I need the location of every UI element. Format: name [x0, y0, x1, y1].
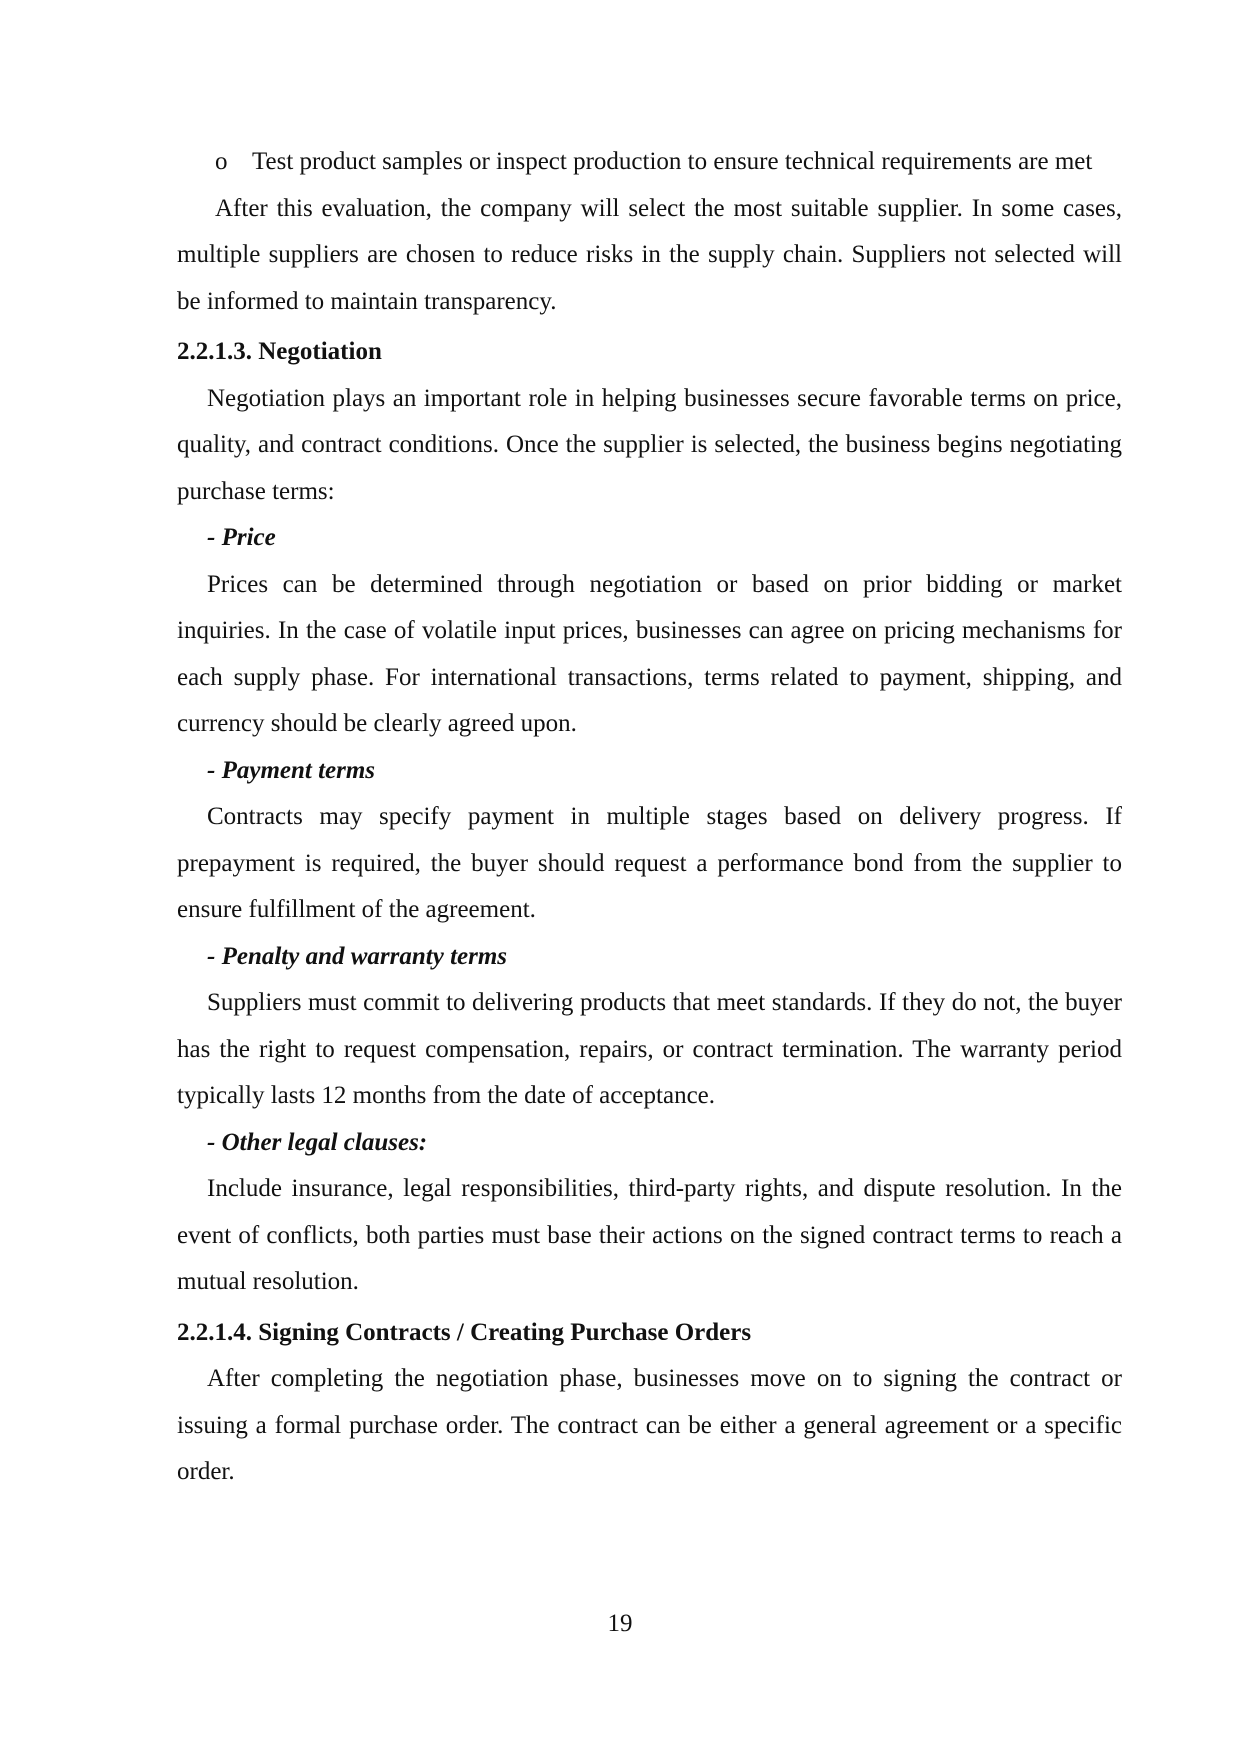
- signing-contracts-paragraph: After completing the negotiation phase, businesses move on to signing the contract or issuing a formal purchase order. The contract can be either a general agreement or a specific order.: [177, 1365, 1122, 1485]
- subheading-other-legal-clauses: - Other legal clauses:: [207, 1128, 428, 1156]
- section-heading-signing-contracts: 2.2.1.4. Signing Contracts / Creating Purchase Orders: [177, 1318, 752, 1346]
- section-heading-negotiation: 2.2.1.3. Negotiation: [177, 338, 382, 365]
- subheading-penalty-warranty: - Penalty and warranty terms: [207, 942, 508, 970]
- bullet-marker: o: [215, 148, 228, 175]
- subheading-payment-terms: - Payment terms: [207, 756, 376, 784]
- payment-terms-paragraph: Contracts may specify payment in multiple stages based on delivery progress. If prepayment is required, the buyer should request a performance bond from the supplier to ensure fulfillment of the agreement.: [177, 803, 1122, 923]
- bullet-item: [177, 139, 1122, 186]
- price-paragraph: Prices can be determined through negotiation or based on prior bidding or market inquiries. In the case of volatile input prices, businesses can agree on pricing mechanisms for each supply phase. For international transactions, terms related to payment, shipping, and currency should be clearly agreed upon.: [177, 570, 1122, 737]
- penalty-warranty-paragraph: Suppliers must commit to delivering products that meet standards. If they do not, the buyer has the right to request compensation, repairs, or contract termination. The warranty period typically lasts 12 months from the date of acceptance.: [177, 989, 1122, 1109]
- bullet-text: Test product samples or inspect production to ensure technical requirements are met: [252, 148, 1093, 175]
- negotiation-intro-paragraph: Negotiation plays an important role in helping businesses secure favorable terms on price, quality, and contract conditions. Once the supplier is selected, the business begins negotiating purchase terms:: [177, 384, 1122, 505]
- evaluation-paragraph: After this evaluation, the company will select the most suitable supplier. In some cases, multiple suppliers are chosen to reduce risks in the supply chain. Suppliers not selected will be informed to maintain transparency.: [177, 194, 1122, 315]
- page-number: 19: [607, 1610, 633, 1637]
- page-body: [177, 139, 1122, 1496]
- subheading-price: - Price: [207, 524, 276, 551]
- other-legal-clauses-paragraph: Include insurance, legal responsibilities, third-party rights, and dispute resolution. In the event of conflicts, both parties must base their actions on the signed contract terms to reach a mutual resolution.: [177, 1175, 1122, 1295]
